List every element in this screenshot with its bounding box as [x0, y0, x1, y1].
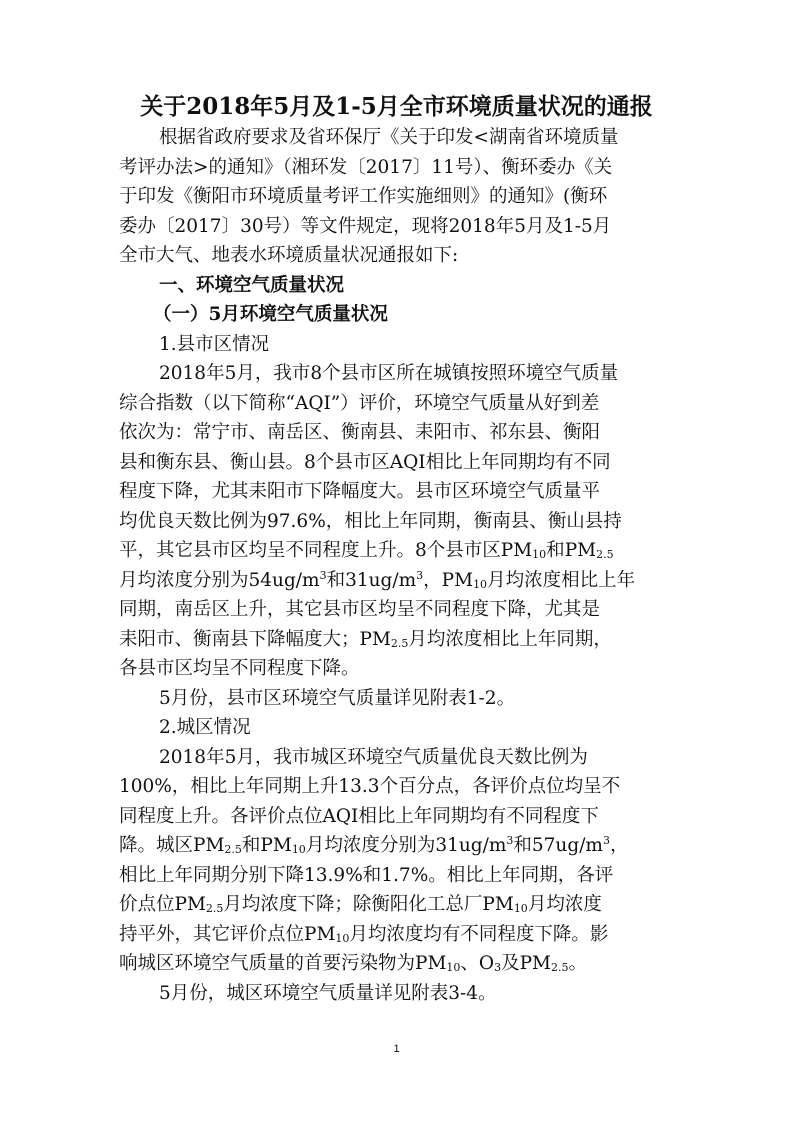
paragraph-line: 根据省政府要求及省环保厅《关于印发<湖南省环境质量 [159, 127, 619, 148]
paragraph-line: 降。城区$PM_{2.5}$和$PM_{10}$月均浓度分别为$31ug/m^3$和$57ug/m^3$， [119, 834, 629, 856]
paragraph-line: 5月份，城区环境空气质量详见附表3-4。 [159, 982, 497, 1004]
paragraph-line: 全市大气、地表水环境质量状况通报如下: [119, 245, 459, 266]
item-heading: 1.县市区情况 [159, 333, 270, 355]
paragraph-line: 耒阳市、衡南县下降幅度大；$PM_{2.5}$月均浓度相比上年同期， [119, 628, 612, 650]
paragraph-line: 委办〔2017〕30号）等文件规定，现将2018年5月及1-5月 [119, 215, 612, 237]
item-heading: 2.城区情况 [159, 717, 251, 738]
section-heading: 一、环境空气质量状况 [159, 274, 345, 296]
document-body [119, 123, 679, 1008]
paragraph-line: 各县市区均呈不同程度下降。 [119, 658, 360, 679]
paragraph-line: 响城区环境空气质量的首要污染物为$PM_{10}$、$O_3$及$PM_{2.5}$。 [119, 953, 588, 974]
paragraph-line: 于印发《衡阳市环境质量考评工作实施细则》的通知》(衡环 [119, 186, 608, 207]
page-number: 1 [393, 1043, 400, 1055]
paragraph-line: 月均浓度分别为$54ug/m^3$和$31ug/m^3$，$PM_{10}$月均浓度相比上年 [119, 568, 636, 591]
paragraph-line: 考评办法>的通知》（湘环发〔2017〕11号）、衡环委办《关 [119, 156, 613, 178]
paragraph-line: 持平外，其它评价点位$PM_{10}$月均浓度均有不同程度下降。影 [119, 923, 609, 945]
subsection-heading: （一）5月环境空气质量状况 [153, 304, 388, 325]
paragraph-line: 依次为：常宁市、南岳区、衡南县、耒阳市、祁东县、衡阳 [119, 422, 601, 443]
document-title: 关于2018年5月及1-5月全市环境质量状况的通报 [140, 93, 653, 120]
paragraph-line: 同期，南岳区上升，其它县市区均呈不同程度下降，尤其是 [119, 599, 601, 620]
paragraph-line: 100%，相比上年同期上升13.3个百分点，各评价点位均呈不 [119, 776, 621, 797]
paragraph-line: 5月份，县市区环境空气质量详见附表1-2。 [159, 687, 516, 709]
paragraph-line: 程度下降，尤其耒阳市下降幅度大。县市区环境空气质量平 [119, 481, 601, 502]
paragraph-line: 平，其它县市区均呈不同程度上升。8个县市区$PM_{10}$和$PM_{2.5}$ [119, 540, 614, 561]
paragraph-line: 同程度上升。各评价点位AQI相比上年同期均有不同程度下 [119, 805, 599, 827]
paragraph-line: 县和衡东县、衡山县。8个县市区AQI相比上年同期均有不同 [119, 451, 611, 473]
paragraph-line: 均优良天数比例为97.6%，相比上年同期，衡南县、衡山县持 [119, 510, 622, 532]
paragraph-line: 综合指数（以下简称“AQI”）评价，环境空气质量从好到差 [119, 392, 600, 414]
paragraph-line: 2018年5月，我市8个县市区所在城镇按照环境空气质量 [159, 363, 619, 384]
paragraph-line: 价点位$PM_{2.5}$月均浓度下降；除衡阳化工总厂$PM_{10}$月均浓度 [119, 894, 602, 915]
paragraph-line: 相比上年同期分别下降13.9%和1.7%。相比上年同期，各评 [119, 864, 614, 886]
paragraph-line: 2018年5月，我市城区环境空气质量优良天数比例为 [159, 746, 588, 768]
